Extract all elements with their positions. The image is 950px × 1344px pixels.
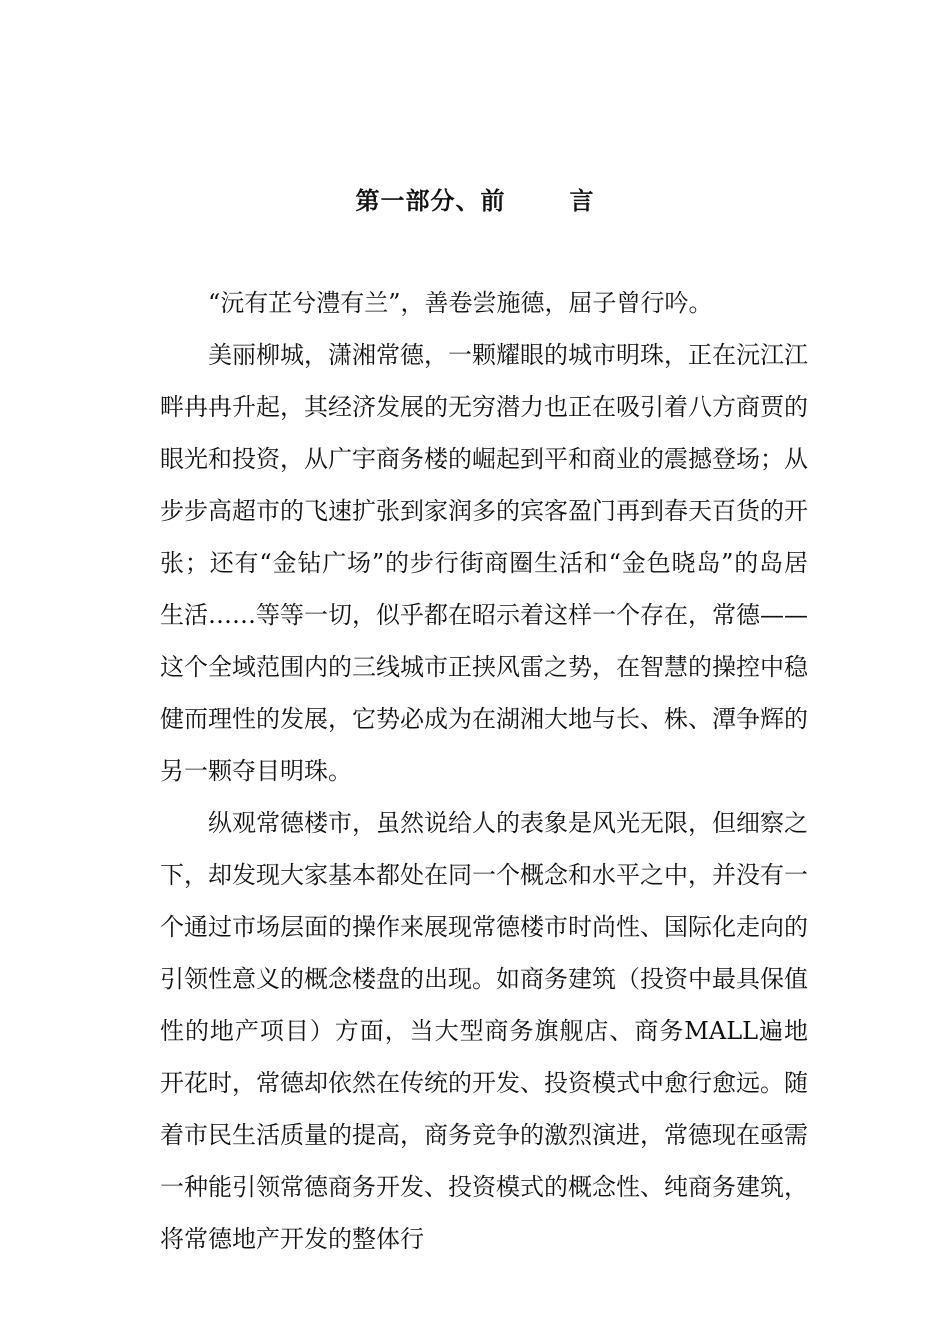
title-part-2: 言 xyxy=(569,187,595,215)
paragraph-city-intro: 美丽柳城，潇湘常德，一颗耀眼的城市明珠，正在沅江江畔冉冉升起，其经济发展的无穷潜力也正在吸引着八方商贾的眼光和投资，从广宇商务楼的崛起到平和商业的震撼登场；从步步高超市的飞速扩张到家润多的宾客盈门再到春天百货的开张；还有“金钻广场”的步行街商圈生活和“金色晓岛”的岛居生活……等等一切，似乎都在昭示着这样一个存在，常德——这个全域范围内的三线城市正挟风雷之势，在智慧的操控中稳健而理性的发展，它势必成为在湖湘大地与长、株、潭争辉的另一颗夺目明珠。 xyxy=(160,341,808,785)
paragraph-market-overview: 纵观常德楼市，虽然说给人的表象是风光无限，但细察之下，却发现大家基本都处在同一个概念和水平之中，并没有一个通过市场层面的操作来展现常德楼市时尚性、国际化走向的引领性意义的概念楼盘的出现。如商务建筑（投资中最具保值性的地产项目）方面，当大型商务旗舰店、商务MALL遍地开花时，常德却依然在传统的开发、投资模式中愈行愈远。随着市民生活质量的提高，商务竞争的激烈演进，常德现在亟需一种能引领常德商务开发、投资模式的概念性、纯商务建筑，将常德地产开发的整体行 xyxy=(160,809,808,1253)
title-part-1: 第一部分、前 xyxy=(355,187,506,215)
page-title xyxy=(0,186,950,216)
body-text xyxy=(160,277,808,1265)
paragraph-quote: “沅有芷兮澧有兰”，善卷尝施德，屈子曾行吟。 xyxy=(208,289,713,317)
